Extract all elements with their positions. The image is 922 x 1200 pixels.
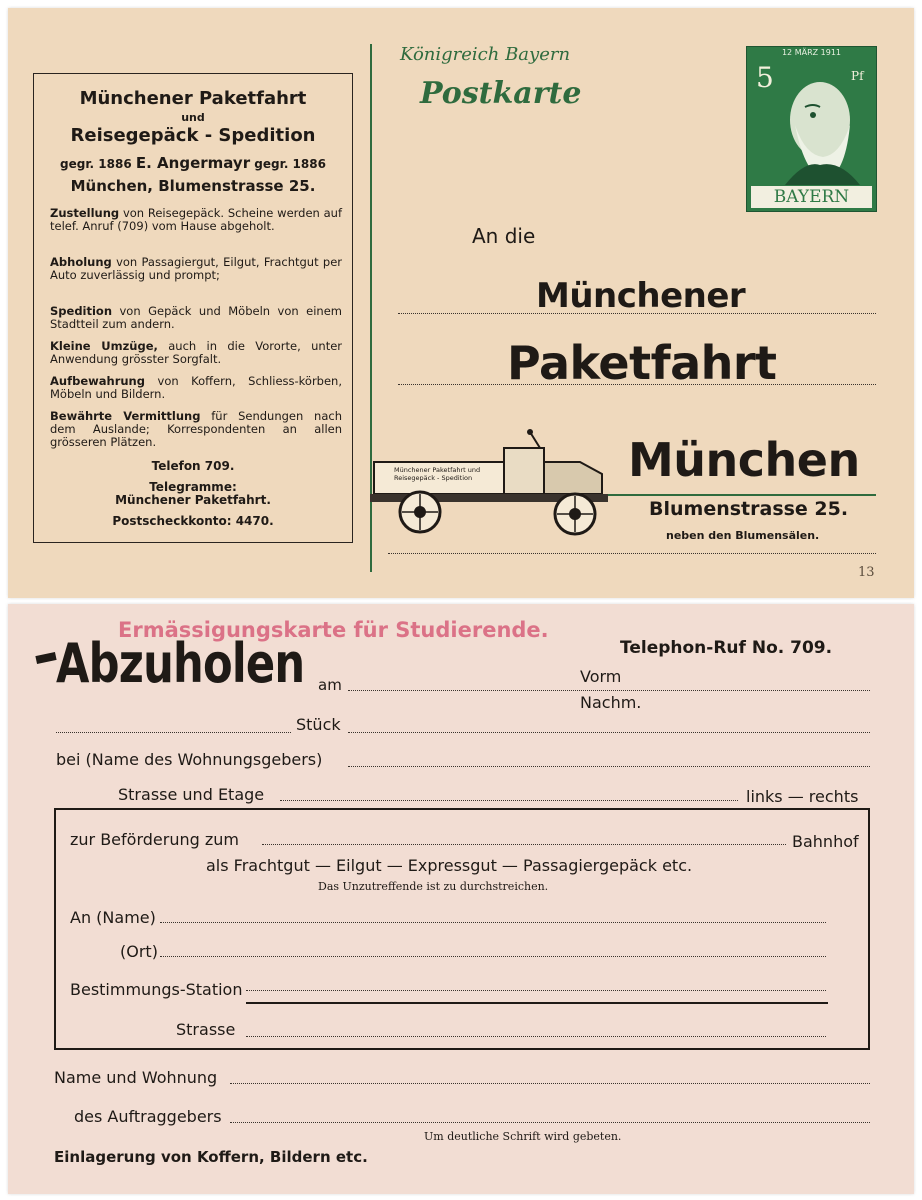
ad-service-head: Kleine Umzüge, bbox=[50, 339, 158, 353]
label-stueck: Stück bbox=[296, 715, 341, 734]
truck-lettering bbox=[394, 466, 480, 482]
ad-service-text: von Reisegepäck. Scheine werden auf telef. Anruf (709) vom Hause abgeholt. bbox=[50, 206, 343, 233]
ad-service-text: von Gepäck und Möbeln von einem Stadtteil zum andern. bbox=[50, 304, 342, 331]
label-nachm: Nachm. bbox=[580, 693, 642, 712]
label-ort: (Ort) bbox=[120, 942, 158, 961]
address-line-3: München bbox=[628, 433, 860, 487]
station-underline bbox=[246, 1002, 828, 1004]
transport-details-box bbox=[54, 808, 870, 1050]
handwriting-note: Um deutliche Schrift wird gebeten. bbox=[424, 1130, 622, 1143]
ad-service-text: von Koffern, Schliess-körben, Möbeln und Bildern. bbox=[50, 374, 343, 401]
ad-telefon: Telefon 709. bbox=[151, 459, 235, 473]
field-destination-station-line[interactable] bbox=[246, 990, 826, 991]
ad-service bbox=[50, 207, 342, 233]
field-sender-line[interactable] bbox=[230, 1122, 870, 1123]
card-number: 13 bbox=[858, 565, 875, 580]
ad-service bbox=[50, 340, 342, 366]
ad-service-head: Zustellung bbox=[50, 206, 120, 220]
ad-service-text: für Sendungen nach dem Auslande; Korrespondenten an allen grösseren Plätzen. bbox=[50, 409, 343, 449]
label-an-name: An (Name) bbox=[70, 908, 156, 927]
ad-owner: E. Angermayr bbox=[135, 154, 251, 172]
ad-service-text: auch in die Vororte, unter Anwendung grösster Sorgfalt. bbox=[50, 339, 343, 366]
advertisement-box bbox=[33, 73, 353, 543]
address-line-2: Paketfahrt bbox=[507, 336, 777, 390]
student-discount-stamp: Ermässigungskarte für Studierende. bbox=[118, 618, 549, 642]
label-name-wohnung: Name und Wohnung bbox=[54, 1068, 218, 1087]
field-recipient-name-line[interactable] bbox=[160, 922, 826, 923]
address-prefix: An die bbox=[472, 224, 536, 248]
ad-telegramme-label: Telegramme: bbox=[149, 480, 237, 494]
postcard-back bbox=[8, 604, 914, 1194]
postcard-front bbox=[8, 8, 914, 598]
label-auftraggeber: des Auftraggebers bbox=[74, 1107, 222, 1126]
address-dotted-line bbox=[398, 384, 876, 385]
label-bei: bei (Name des Wohnungsgebers) bbox=[56, 750, 323, 769]
field-items-line[interactable] bbox=[348, 732, 870, 733]
ad-postscheck: Postscheckkonto: 4470. bbox=[112, 514, 274, 528]
storage-note: Einlagerung von Koffern, Bildern etc. bbox=[54, 1148, 368, 1166]
phone-number: Telephon-Ruf No. 709. bbox=[620, 638, 833, 658]
king-portrait-icon bbox=[765, 65, 865, 185]
ink-mark bbox=[35, 652, 56, 664]
kingdom-label: Königreich Bayern bbox=[400, 44, 571, 65]
ad-service-text: von Passagiergut, Eilgut, Frachtgut per Auto zuverlässig und prompt; bbox=[50, 255, 342, 282]
ad-telegramme: Münchener Paketfahrt. bbox=[115, 493, 271, 507]
label-strasse-etage: Strasse und Etage bbox=[118, 785, 265, 804]
ad-service bbox=[50, 256, 342, 282]
ad-title-1: Münchener Paketfahrt bbox=[79, 88, 307, 109]
stamp-unit: Pf bbox=[851, 69, 864, 83]
ad-title-2: Reisegepäck - Spedition bbox=[70, 125, 316, 146]
ad-founded-line bbox=[34, 154, 352, 172]
ad-service-head: Bewährte Vermittlung bbox=[50, 409, 201, 423]
ad-founded-left: gegr. 1886 bbox=[60, 157, 132, 171]
ad-service-head: Spedition bbox=[50, 304, 113, 318]
address-line-1: Münchener bbox=[536, 276, 746, 316]
label-befoerderung: zur Beförderung zum bbox=[70, 830, 239, 849]
field-quantity-line[interactable] bbox=[56, 732, 291, 733]
field-landlord-line[interactable] bbox=[348, 766, 870, 767]
field-recipient-street-line[interactable] bbox=[246, 1036, 826, 1037]
ad-service bbox=[50, 410, 342, 449]
address-note: neben den Blumensälen. bbox=[666, 529, 820, 542]
strike-instruction: Das Unzutreffende ist zu durchstreichen. bbox=[318, 880, 549, 893]
label-vorm: Vorm bbox=[580, 667, 622, 686]
stamp-country: BAYERN bbox=[751, 186, 872, 208]
stamp-value: 5 bbox=[756, 61, 774, 94]
label-links-rechts: links — rechts bbox=[746, 787, 859, 806]
truck-text-line: Münchener Paketfahrt und bbox=[394, 466, 481, 474]
label-strasse: Strasse bbox=[176, 1020, 236, 1039]
ad-address: München, Blumenstrasse 25. bbox=[70, 177, 316, 195]
label-station: Bestimmungs-Station bbox=[70, 980, 243, 999]
stamp-date: 12 MÄRZ 1911 bbox=[781, 48, 842, 57]
truck-text-line: Reisegepäck - Spedition bbox=[394, 474, 473, 482]
ad-service-head: Aufbewahrung bbox=[50, 374, 145, 388]
ad-founded-right: gegr. 1886 bbox=[254, 157, 326, 171]
postage-stamp bbox=[746, 46, 877, 212]
card-type-label: Postkarte bbox=[420, 76, 582, 111]
label-am: am bbox=[318, 676, 342, 694]
ad-service-head: Abholung bbox=[50, 255, 112, 269]
form-title: Abzuholen bbox=[56, 632, 305, 695]
field-station-line[interactable] bbox=[262, 844, 786, 845]
field-sender-address-line[interactable] bbox=[230, 1083, 870, 1084]
field-recipient-place-line[interactable] bbox=[160, 956, 826, 957]
field-date-line[interactable] bbox=[348, 690, 870, 691]
field-street-floor-line[interactable] bbox=[280, 800, 738, 801]
ad-service bbox=[50, 375, 342, 401]
ad-und: und bbox=[181, 111, 205, 124]
address-dotted-line bbox=[398, 313, 876, 314]
address-street: Blumenstrasse 25. bbox=[649, 498, 849, 520]
address-dotted-line bbox=[388, 553, 876, 554]
freight-type-options: als Frachtgut — Eilgut — Expressgut — Passagiergepäck etc. bbox=[206, 856, 693, 875]
label-bahnhof: Bahnhof bbox=[792, 832, 859, 851]
ad-service bbox=[50, 305, 342, 331]
